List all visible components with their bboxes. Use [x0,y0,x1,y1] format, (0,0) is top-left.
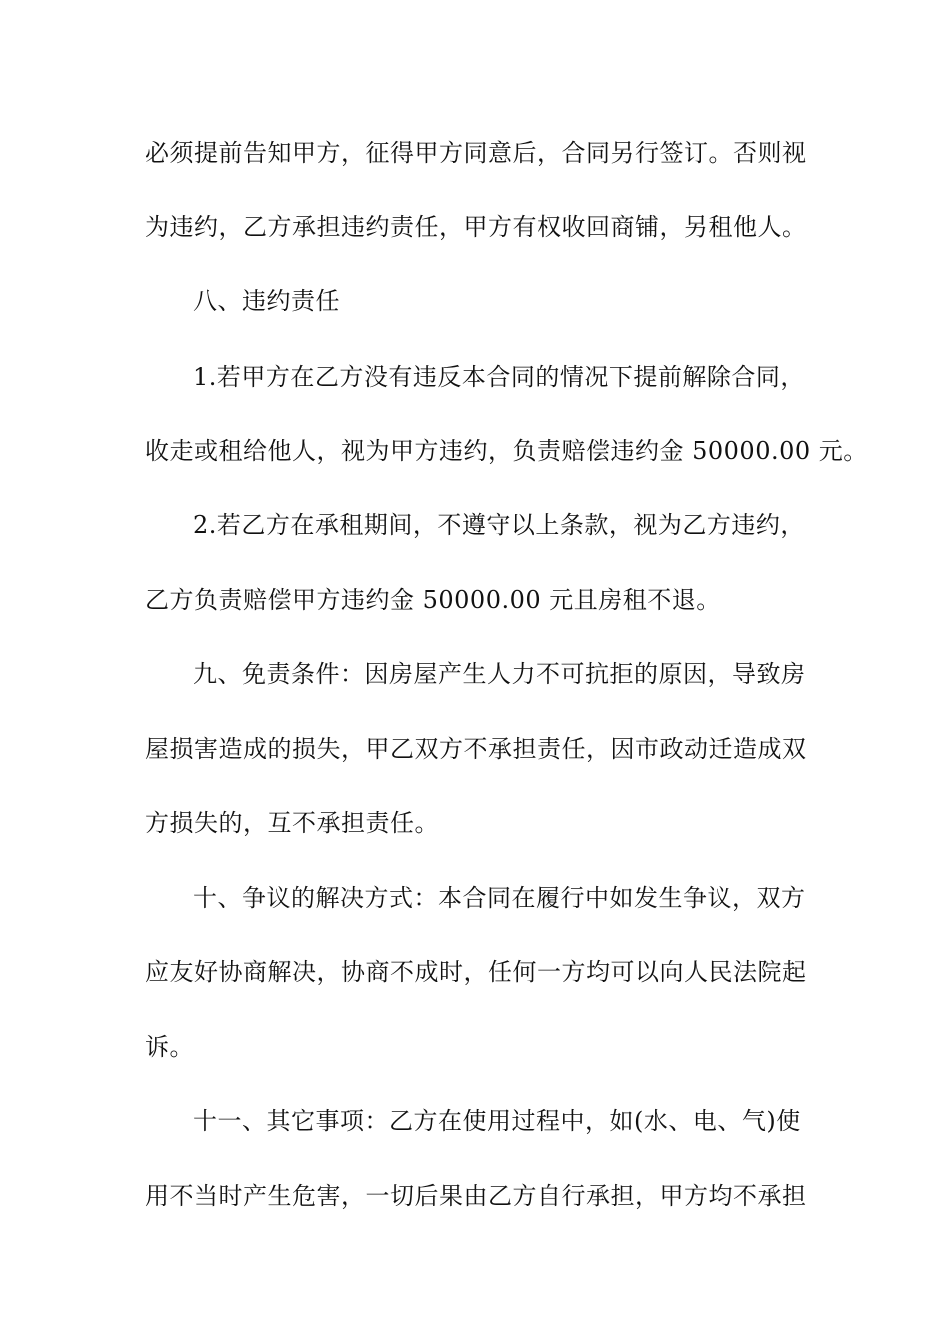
text-line: 十一、其它事项：乙方在使用过程中，如(水、电、气)使 [193,1107,801,1135]
text-line: 方损失的，互不承担责任。 [145,809,439,837]
text-line: 应友好协商解决，协商不成时，任何一方均可以向人民法院起 [145,958,807,986]
text-line: 收走或租给他人，视为甲方违约，负责赔偿违约金 50000.00 元。 [145,437,868,465]
text-line: 2.若乙方在承租期间，不遵守以上条款，视为乙方违约， [193,511,805,539]
text-line: 九、免责条件：因房屋产生人力不可抗拒的原因，导致房 [193,660,806,688]
text-line: 屋损害造成的损失，甲乙双方不承担责任，因市政动迁造成双 [145,735,807,763]
text-line: 1.若甲方在乙方没有违反本合同的情况下提前解除合同， [193,363,805,391]
text-line: 为违约，乙方承担违约责任，甲方有权收回商铺，另租他人。 [145,213,807,241]
text-line: 十、争议的解决方式：本合同在履行中如发生争议，双方 [193,884,806,912]
text-line: 用不当时产生危害，一切后果由乙方自行承担，甲方均不承担 [145,1182,807,1210]
text-line: 必须提前告知甲方，征得甲方同意后，合同另行签订。否则视 [145,139,807,167]
text-line: 诉。 [145,1033,194,1061]
section-heading: 八、违约责任 [193,287,340,315]
text-line: 乙方负责赔偿甲方违约金 50000.00 元且房租不退。 [145,586,721,614]
